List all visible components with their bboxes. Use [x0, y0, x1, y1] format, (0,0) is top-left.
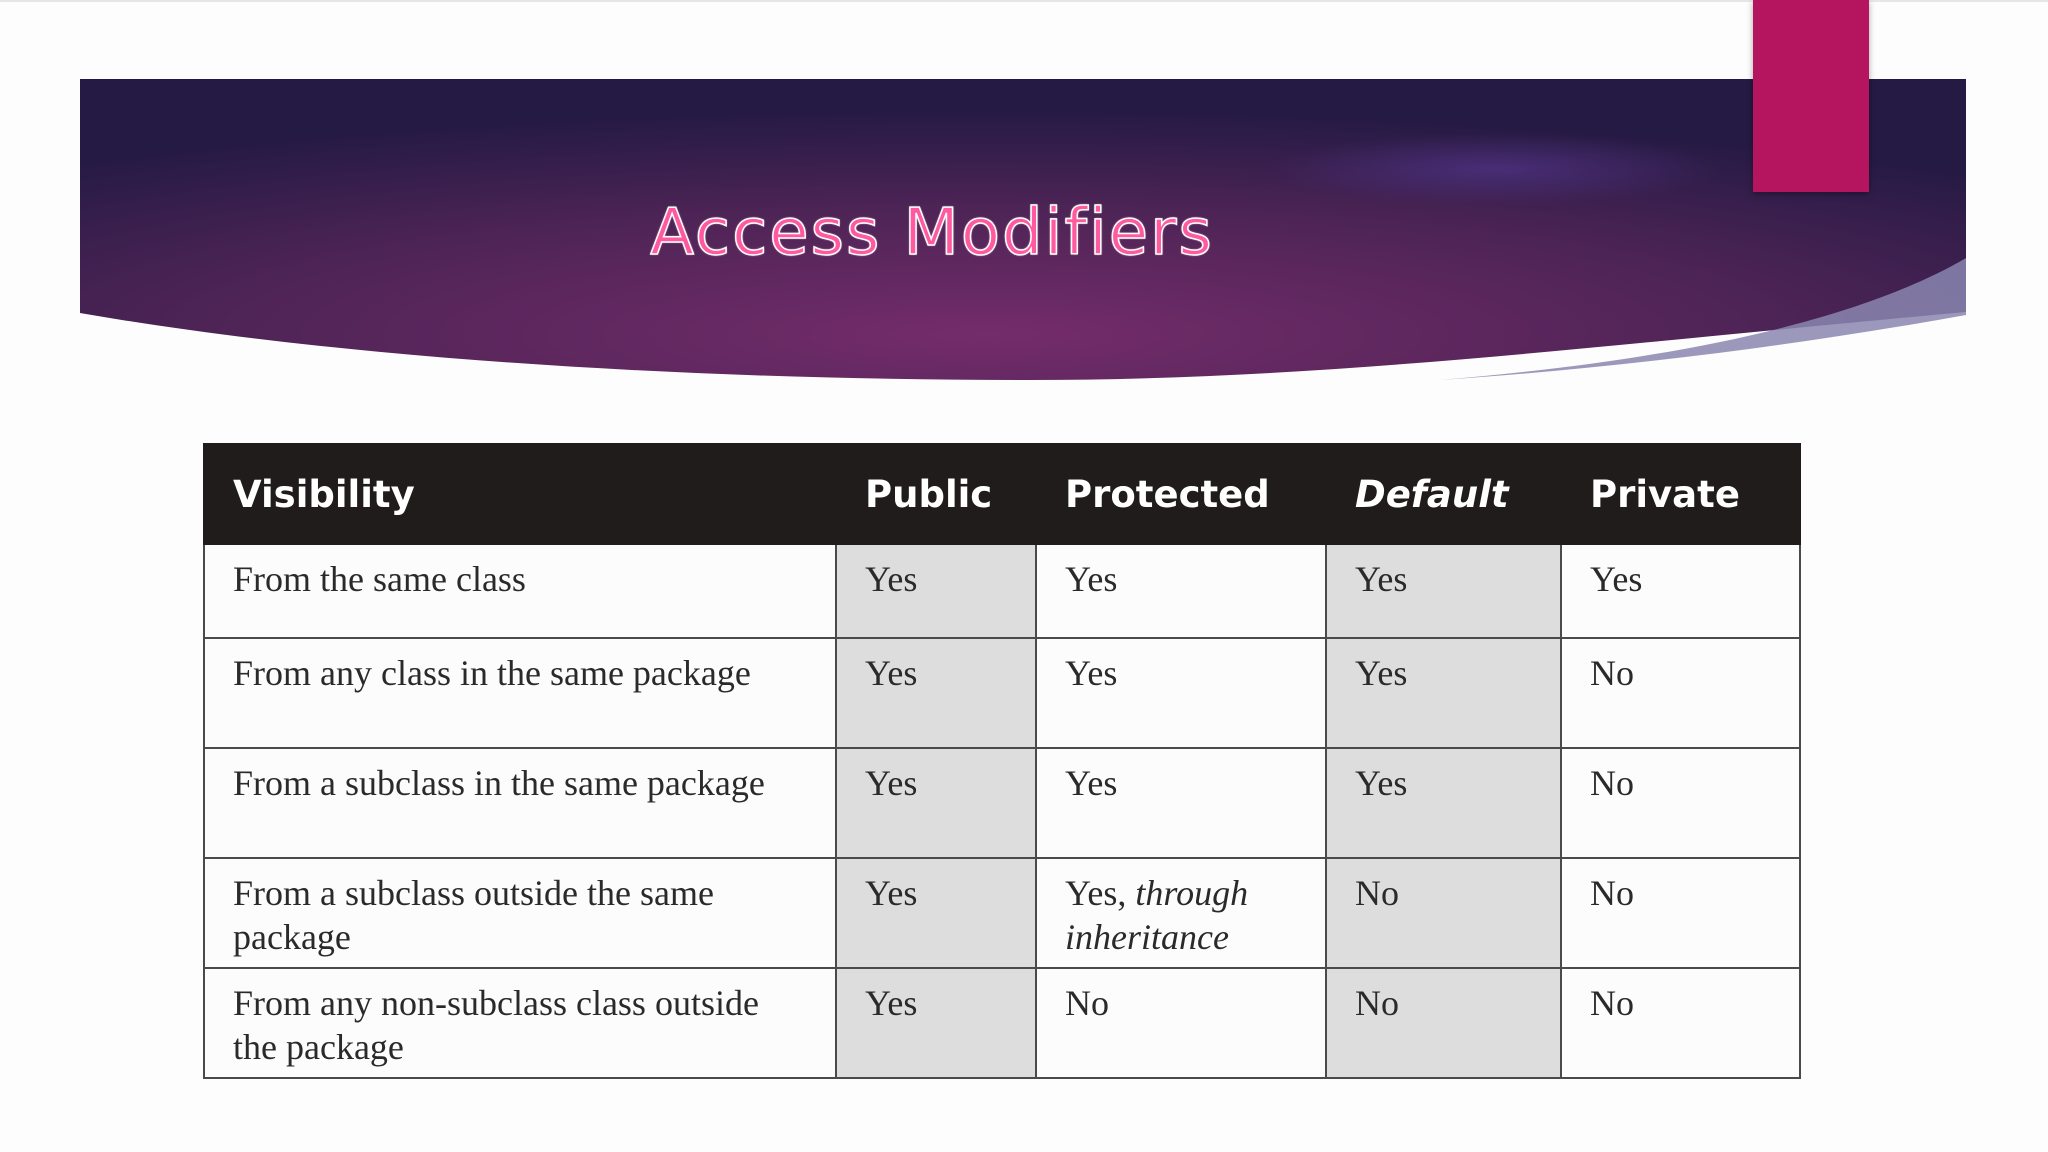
table-header-row	[204, 444, 1800, 544]
cell-protected-italic-text: through inheritance	[1065, 873, 1249, 957]
cell-protected	[1036, 858, 1326, 968]
table-row	[204, 638, 1800, 748]
cell-public: Yes	[836, 748, 1036, 858]
cell-default: Yes	[1326, 638, 1561, 748]
cell-public: Yes	[836, 638, 1036, 748]
cell-public: Yes	[836, 544, 1036, 638]
cell-default: No	[1326, 858, 1561, 968]
cell-private: No	[1561, 638, 1800, 748]
slide-title: Access Modifiers	[650, 196, 1214, 270]
cell-default: Yes	[1326, 748, 1561, 858]
cell-visibility: From a subclass in the same package	[204, 748, 836, 858]
cell-protected: Yes	[1036, 544, 1326, 638]
header-private: Private	[1561, 444, 1800, 544]
header-visibility: Visibility	[204, 444, 836, 544]
cell-default: Yes	[1326, 544, 1561, 638]
table-row	[204, 748, 1800, 858]
cell-protected: Yes	[1036, 748, 1326, 858]
access-modifiers-table	[203, 443, 1801, 1079]
cell-public: Yes	[836, 968, 1036, 1078]
table-row	[204, 968, 1800, 1078]
cell-public: Yes	[836, 858, 1036, 968]
cell-visibility: From any class in the same package	[204, 638, 836, 748]
cell-protected-text: Yes,	[1065, 873, 1127, 913]
cell-private: No	[1561, 748, 1800, 858]
cell-visibility: From the same class	[204, 544, 836, 638]
cell-visibility: From any non-subclass class outside the package	[204, 968, 836, 1078]
header-protected: Protected	[1036, 444, 1326, 544]
cell-private: No	[1561, 858, 1800, 968]
cell-default: No	[1326, 968, 1561, 1078]
cell-private: No	[1561, 968, 1800, 1078]
cell-protected: Yes	[1036, 638, 1326, 748]
table-row	[204, 858, 1800, 968]
access-table-container	[203, 443, 1799, 1079]
table-row	[204, 544, 1800, 638]
cell-visibility: From a subclass outside the same package	[204, 858, 836, 968]
cell-protected: No	[1036, 968, 1326, 1078]
header-public: Public	[836, 444, 1036, 544]
header-default: Default	[1326, 444, 1561, 544]
accent-tab	[1753, 0, 1869, 192]
cell-private: Yes	[1561, 544, 1800, 638]
